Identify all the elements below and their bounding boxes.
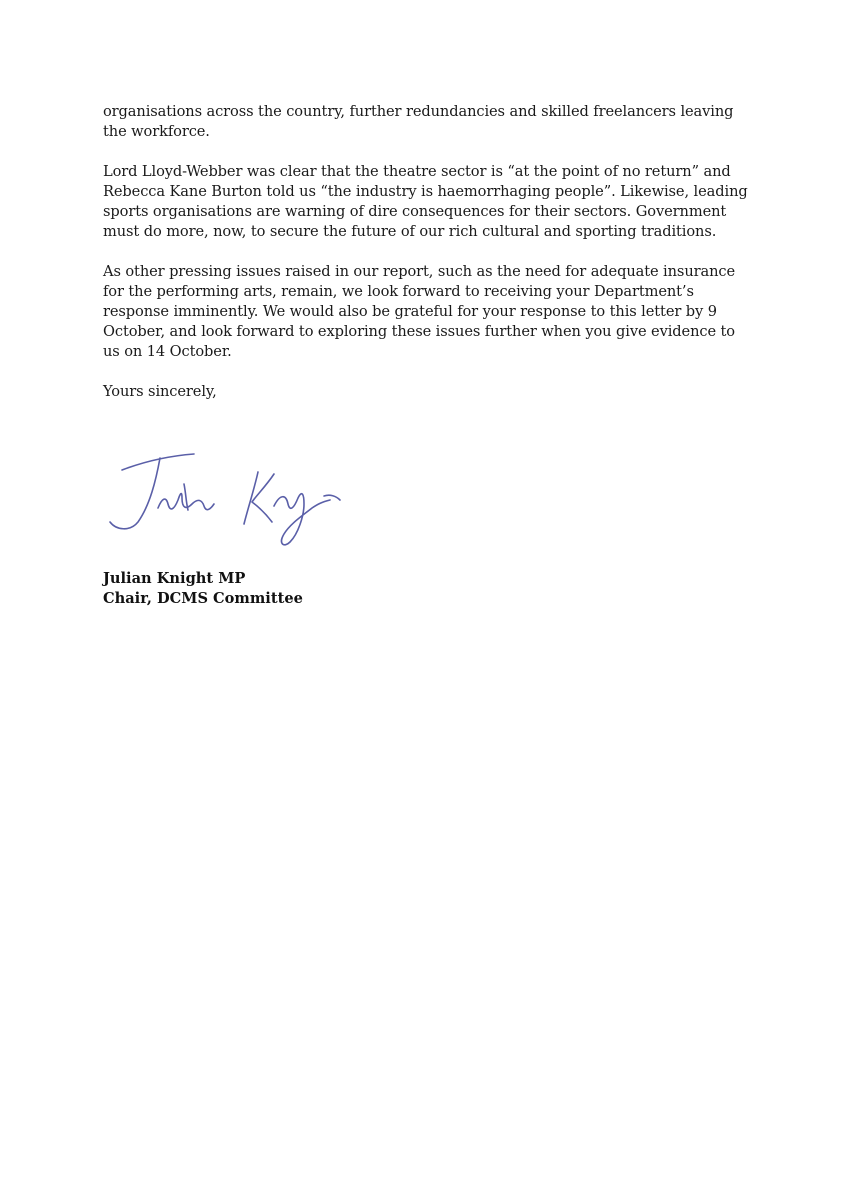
handwritten-signature <box>98 450 350 550</box>
closing-salutation: Yours sincerely, <box>103 383 217 400</box>
signatory-title: Chair, DCMS Committee <box>103 590 303 607</box>
letter-body <box>103 102 753 402</box>
signature-drawing <box>98 450 350 550</box>
paragraph-pressing-issues: As other pressing issues raised in our report, such as the need for adequate insurance for the performing arts, remain, we look forward to receiving your Department’s response imminently. We would also be grateful for your response to this letter by 9 October, and look forward to exploring these issues further when you give evidence to us on 14 October. <box>103 263 736 360</box>
paragraph-continuation: organisations across the country, further redundancies and skilled freelancers leaving the workforce. <box>103 103 734 140</box>
signatory-block <box>103 569 303 609</box>
signatory-name: Julian Knight MP <box>103 570 246 587</box>
paragraph-theatre-sector: Lord Lloyd-Webber was clear that the theatre sector is “at the point of no return” and Rebecca Kane Burton told us “the industry is haemorrhaging people”. Likewise, leading sports organisations are warning of dire consequences for their sectors. Government must do more, now, to secure the future of our rich cultural and sporting traditions. <box>103 163 748 240</box>
